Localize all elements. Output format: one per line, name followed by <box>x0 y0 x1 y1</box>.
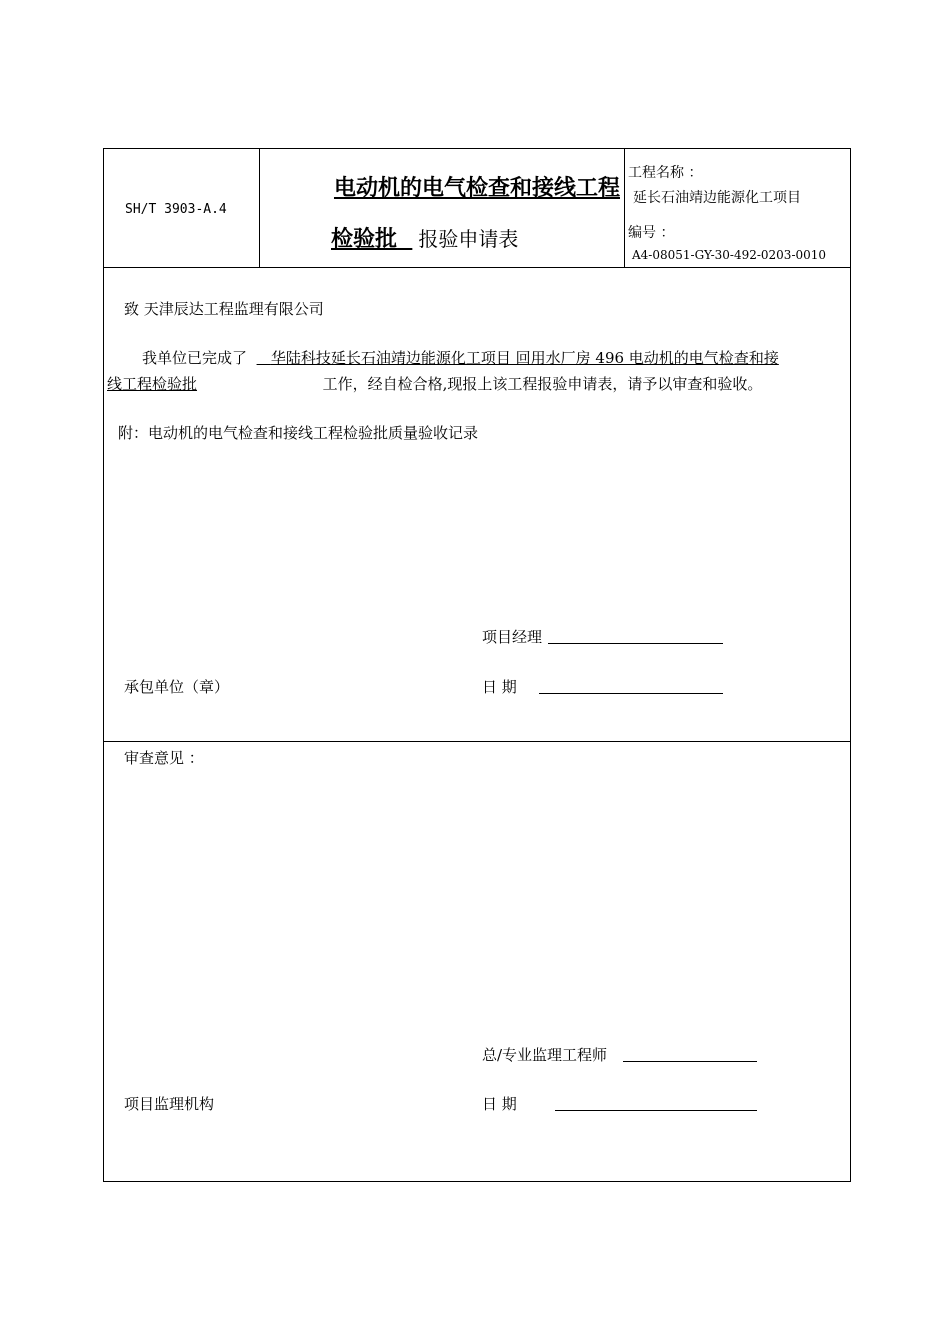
supervision-organization-label: 项目监理机构 <box>124 1095 215 1113</box>
form-title-rest: 报验申请表 <box>418 227 519 251</box>
project-manager-signature-line <box>548 643 723 644</box>
application-date-line <box>539 693 723 694</box>
review-opinion-label: 审查意见 ： <box>124 749 204 767</box>
body-line1 <box>142 347 779 368</box>
work-item-text1: 华陆科技延长石油靖边能源化工项目 回用水厂房 496 电动机的电气检查和接 <box>270 349 779 367</box>
application-date-label: 日 期 <box>482 678 517 696</box>
form-title-line1: 电动机的电气检查和接线工程 <box>333 176 620 201</box>
header-bottom-rule <box>104 267 850 268</box>
body-suffix: 工作，经自检合格,现报上该工程报验申请表，请予以审查和验收。 <box>322 375 763 393</box>
addressee-prefix: 致 <box>124 300 140 318</box>
review-date-line <box>555 1110 757 1111</box>
number-value: A4-08051-GY-30-492-0203-0010 <box>632 248 827 262</box>
body-line2 <box>107 373 762 394</box>
addressee-line <box>124 298 324 319</box>
number-label: 编号 ： <box>628 225 675 241</box>
project-name-value: 延长石油靖边能源化工项目 <box>633 190 801 206</box>
contractor-label: 承包单位（章） <box>124 678 230 696</box>
work-item-text2: 线工程检验批 <box>107 375 198 393</box>
project-manager-label: 项目经理 <box>482 628 543 646</box>
review-date-label: 日 期 <box>482 1095 517 1113</box>
project-name-label: 工程名称 ： <box>628 165 703 181</box>
work-item-line1 <box>257 349 779 367</box>
work-item-line2 <box>107 375 313 393</box>
attachment: 附：电动机的电气检查和接线工程检验批质量验收记录 <box>118 424 479 442</box>
supervisor-label: 总/专业监理工程师 <box>482 1046 608 1064</box>
body-prefix: 我单位已完成了 <box>142 349 248 367</box>
header-divider-left <box>259 149 260 267</box>
section-divider <box>104 741 850 742</box>
header-divider-right <box>624 149 625 267</box>
standard-code: SH/T 3903-A.4 <box>125 202 227 217</box>
form-title-bold: 检验批 <box>331 227 398 252</box>
application-form <box>103 148 851 1182</box>
form-title-line2 <box>331 222 518 253</box>
addressee: 天津辰达工程监理有限公司 <box>143 300 324 318</box>
supervisor-signature-line <box>623 1061 757 1062</box>
